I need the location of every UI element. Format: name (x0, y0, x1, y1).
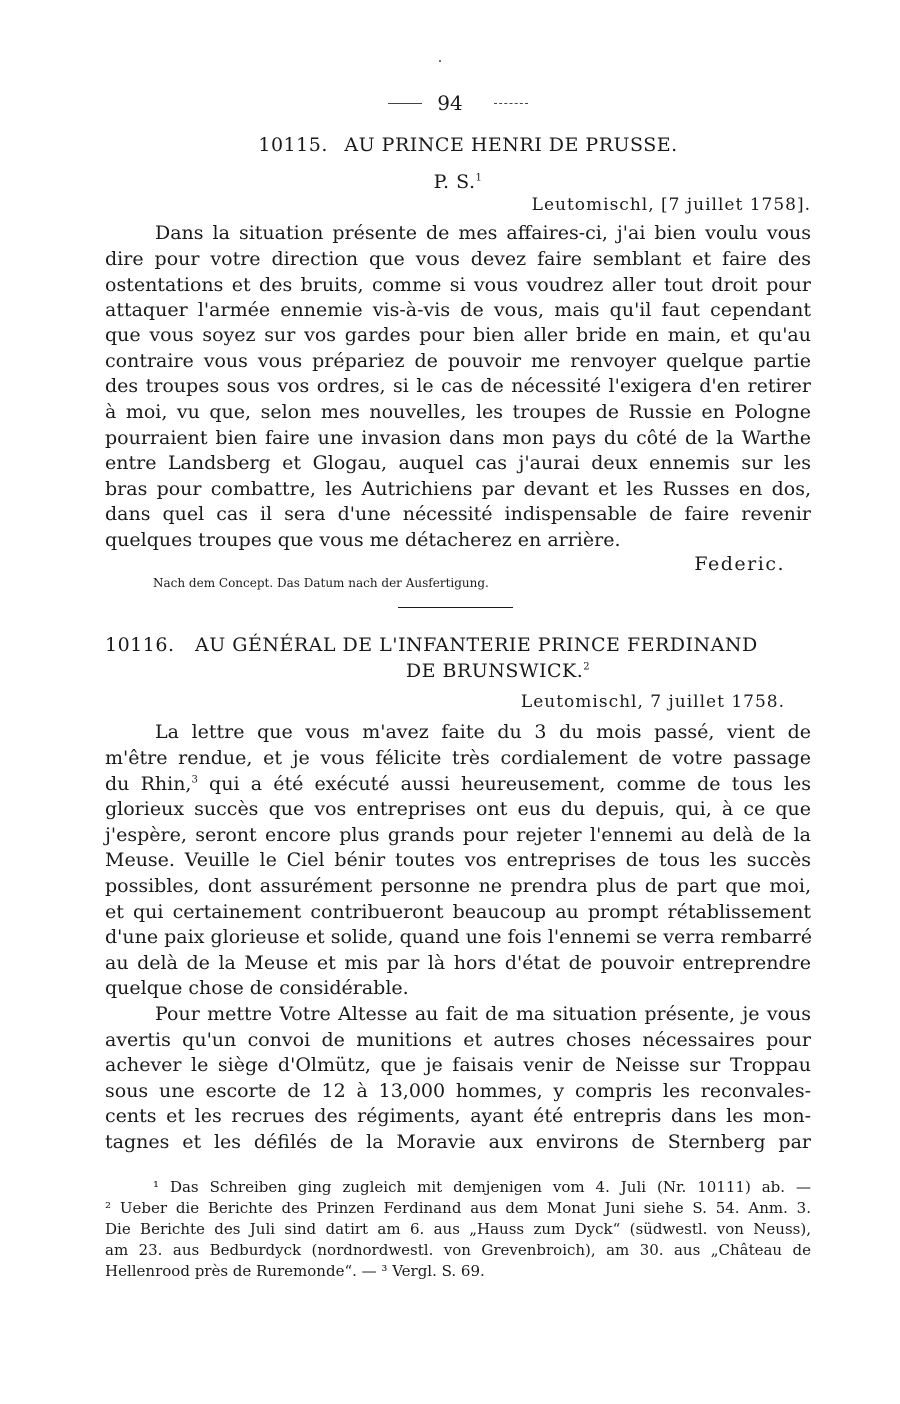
letter2-line: quelque chose de considérable. (105, 977, 409, 999)
letter1-line: que vous soyez sur vos gardes pour bien aller bride en main, et qu'au (105, 324, 811, 346)
footnote-line: Die Berichte des Juli sind datirt am 6. aus „Hauss zum Dyck“ (südwestl. von Neuss), (105, 1220, 811, 1238)
letter1-line: pourraient bien faire une invasion dans mon pays du côté de la Warthe (105, 427, 811, 449)
letter1-line: attaquer l'armée ennemie vis-à-vis de vous, mais qu'il faut cependant (105, 299, 811, 321)
letter1-text: Dans la situation présente de mes affaires-ci, j'ai bien voulu vous (155, 222, 811, 244)
letter2-line: possibles, dont assurément personne ne prendra plus de part que moi, (105, 875, 811, 897)
letter2-line: au delà de la Meuse et mis par là hors d'état de pouvoir entreprendre (105, 952, 811, 974)
letter1-line: dire pour votre direction que vous devez faire semblant et faire des (105, 248, 811, 270)
letter2-title-note: 2 (583, 661, 591, 673)
letter2-line: tagnes et les défilés de la Moravie aux environs de Sternberg par (105, 1131, 811, 1153)
letter1-dateline: Leutomischl, [7 juillet 1758]. (531, 195, 811, 215)
letter2-title-line1: AU GÉNÉRAL DE L'INFANTERIE PRINCE FERDINAND (195, 634, 758, 656)
letter2-line: d'une paix glorieuse et solide, quand une fois l'ennemi se verra rembarré (105, 926, 813, 948)
letter2-text: qui a été exécuté aussi heureusement, comme de tous les (209, 773, 812, 795)
letter2-line: j'espère, seront encore plus grands pour rejeter l'ennemi au delà de la (105, 824, 811, 846)
letter2-heading-line2 (105, 658, 811, 684)
footnote-line: Hellenrood près de Ruremonde“. — ³ Vergl. S. 69. (105, 1262, 485, 1280)
letter1-source-note: Nach dem Concept. Das Datum nach der Ausfertigung. (153, 576, 489, 590)
letter2-line: La lettre que vous m'avez faite du 3 du mois passé, vient de (155, 721, 811, 743)
letter1-line: entre Landsberg et Glogau, auquel cas j'aurai deux ennemis sur les (105, 452, 811, 474)
letter2-line: Pour mettre Votre Altesse au fait de ma situation présente, je vous (155, 1003, 811, 1025)
letter1-line: contraire vous vous prépariez de pouvoir me renvoyer quelque partie (105, 350, 811, 372)
letter1-ps-label: P. S. (433, 171, 476, 193)
letter1-signature: Federic. (694, 553, 785, 575)
letter1-line (105, 220, 811, 246)
letter1-title: AU PRINCE HENRI DE PRUSSE. (344, 134, 678, 156)
letter1-number: 10115. (258, 134, 328, 156)
letter2-dateline: Leutomischl, 7 juillet 1758. (520, 692, 785, 712)
letter2-text: du Rhin, (105, 773, 192, 795)
footnote-ref-3: 3 (191, 774, 198, 786)
section-divider (398, 607, 513, 608)
letter1-line: bras pour combattre, les Autrichiens par devant et les Russes en dos, (105, 478, 811, 500)
letter1-ps-note: 1 (475, 172, 483, 184)
letter1-heading (105, 132, 811, 158)
letter1-line: à moi, vu que, selon mes nouvelles, les troupes de Russie en Pologne (105, 401, 811, 423)
footnote-line: ² Ueber die Berichte des Prinzen Ferdinand aus dem Monat Juni siehe S. 54. Anm. 3. (105, 1199, 811, 1217)
letter2-heading (105, 632, 811, 658)
letter1-line: quelques troupes que vous me détacherez en arrière. (105, 529, 621, 551)
footnote-line: am 23. aus Bedburdyck (nordnordwestl. von Grevenbroich), am 30. aus „Château de (105, 1241, 811, 1259)
letter1-line: des troupes sous vos ordres, si le cas de nécessité l'exigera d'en retirer (105, 375, 811, 397)
letter2-title-line2: DE BRUNSWICK. (405, 660, 584, 682)
letter2-line: avertis qu'un convoi de munitions et autres choses nécessaires pour (105, 1029, 811, 1051)
letter2-line (105, 771, 811, 797)
letter2-line: m'être rendue, et je vous félicite très cordialement de votre passage (105, 747, 811, 769)
page-number: 94 (437, 91, 463, 115)
letter2-line: cents et les recrues des régiments, ayant été entrepris dans les mon- (105, 1105, 811, 1127)
letter1-line: dans quel cas il sera d'une nécessité indispensable de faire revenir (105, 503, 811, 525)
letter2-number: 10116. (105, 634, 175, 656)
header-dot (439, 60, 441, 62)
letter2-line: sous une escorte de 12 à 13,000 hommes, y compris les reconvales- (105, 1080, 811, 1102)
letter1-line: ostentations et des bruits, comme si vous voudrez aller tout droit pour (105, 274, 811, 296)
letter2-line: glorieux succès que vos entreprises ont eus du depuis, qui, à ce que (105, 798, 811, 820)
footnote-line: ¹ Das Schreiben ging zugleich mit demjenigen vom 4. Juli (Nr. 10111) ab. — (153, 1178, 811, 1196)
letter2-line: Meuse. Veuille le Ciel bénir toutes vos entreprises de tous les succès (105, 849, 811, 871)
letter2-line: et qui certainement contribueront beaucoup au prompt rétablissement (105, 901, 811, 923)
letter2-line: achever le siège d'Olmütz, que je faisais venir de Neisse sur Troppau (105, 1054, 811, 1076)
